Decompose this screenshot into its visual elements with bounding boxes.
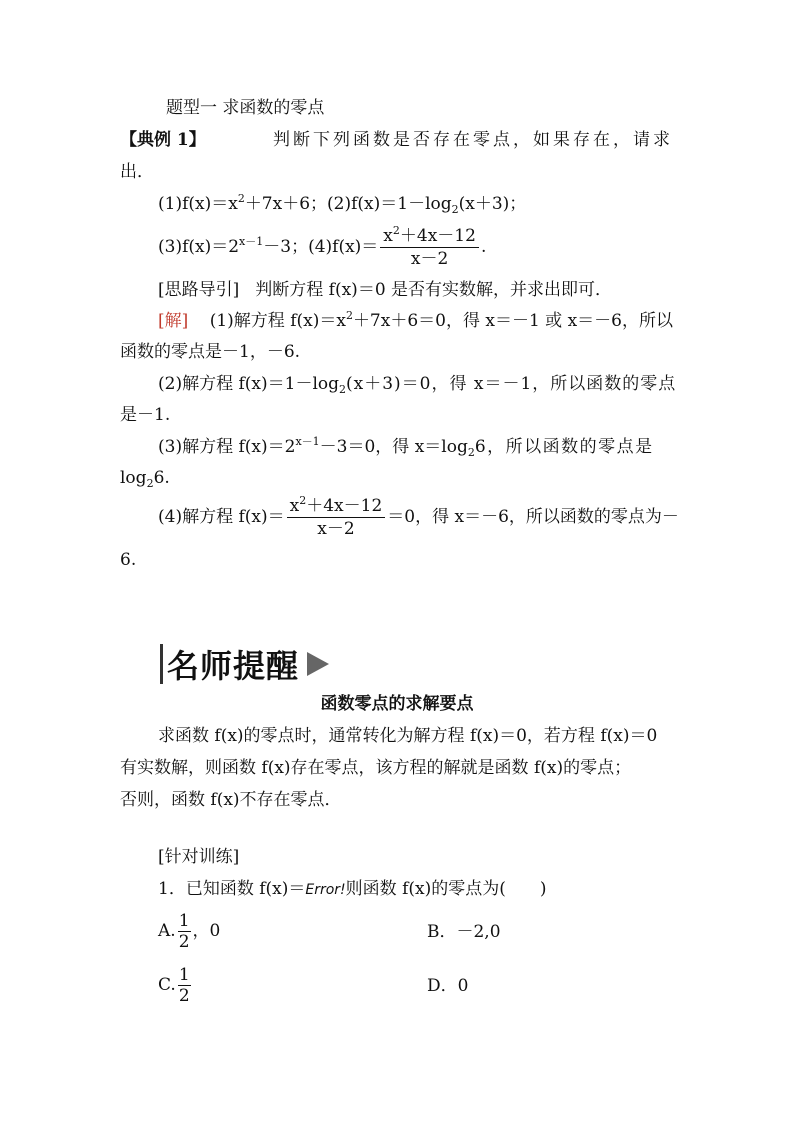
option-c-fraction: $\frac{1}{2}$: [178, 965, 190, 1006]
example-line: [120, 128, 673, 152]
option-c[interactable]: C. $\frac{1}{2}$: [158, 965, 190, 1006]
option-b[interactable]: B．－2,0: [427, 922, 501, 942]
example-text-cont: 出．: [120, 162, 154, 182]
question-1: 1．已知函数 f(x)＝Error!则函数 f(x)的零点为( ): [158, 879, 547, 899]
hint-line: [158, 278, 612, 302]
example-text: 判断下列函数是否存在零点，如果存在，请求: [273, 130, 673, 150]
example-item-1-2: $(1)f(x)=x^2+7x+6$；$(2)f(x)=1-\log_2(x+3)$；: [158, 192, 527, 216]
section-title: 题型一 求函数的零点: [166, 98, 325, 118]
tip-line-1: 求函数 f(x)的零点时，通常转化为解方程 f(x)＝0，若方程 f(x)＝0: [158, 726, 658, 746]
solution-4-line: (4)解方程 f(x)＝ $\frac{x^2+4x-12}{x-2}$ ＝0，得 x＝－6，所以函数的零点为－: [158, 494, 679, 539]
solution-3-line: (3)解方程 $f(x)=2^{x-1}-3=0$，得 $x=\log_26$，所以函数的零点是: [158, 435, 654, 459]
banner-bar: [160, 644, 163, 684]
hint-label: [思路导引]: [158, 280, 240, 300]
example-fraction: $\frac{x^2+4x-12}{x-2}$: [380, 225, 479, 270]
hint-text: 判断方程 f(x)＝0 是否有实数解，并求出即可．: [255, 280, 613, 300]
tip-line-3: 否则，函数 f(x)不存在零点．: [120, 790, 342, 810]
solution-4-cont: 6.: [120, 550, 137, 570]
example-label: 【典例 1】: [120, 130, 206, 150]
triangle-right-icon: [307, 652, 329, 676]
solution-fraction: $\frac{x^2+4x-12}{x-2}$: [287, 495, 386, 540]
option-a[interactable]: A. $\frac{1}{2}$ ，0: [158, 911, 221, 952]
training-label: [针对训练]: [158, 847, 240, 867]
tip-title: 函数零点的求解要点: [320, 694, 474, 714]
solution-3-cont: $\log_26$.: [120, 468, 170, 490]
solution-2-cont: 是－1.: [120, 405, 171, 425]
solution-2-line: (2)解方程 $f(x)=1-\log_2(x+3)=0$，得 x＝－1，所以函数的零点: [158, 374, 677, 396]
solution-1-line: [解] (1)解方程 $f(x)=x^2+7x+6=0$，得 x＝－1 或 x＝－6，所以: [158, 309, 673, 331]
error-text: Error!: [305, 882, 346, 898]
banner-text: 名师提醒: [167, 647, 300, 685]
option-d[interactable]: D．0: [427, 976, 469, 996]
solution-1-cont: 函数的零点是－1，－6.: [120, 342, 301, 362]
option-a-fraction: $\frac{1}{2}$: [178, 911, 190, 952]
example-item-3-4: $(3)f(x)=2^{x-1}-3$；(4)f(x)＝ $\frac{x^2+4x-12}{x-2}$ .: [158, 224, 487, 269]
tip-line-2: 有实数解，则函数 f(x)存在零点，该方程的解就是函数 f(x)的零点；: [120, 758, 632, 778]
solution-label: [解]: [158, 311, 189, 331]
tip-banner: [160, 644, 329, 684]
